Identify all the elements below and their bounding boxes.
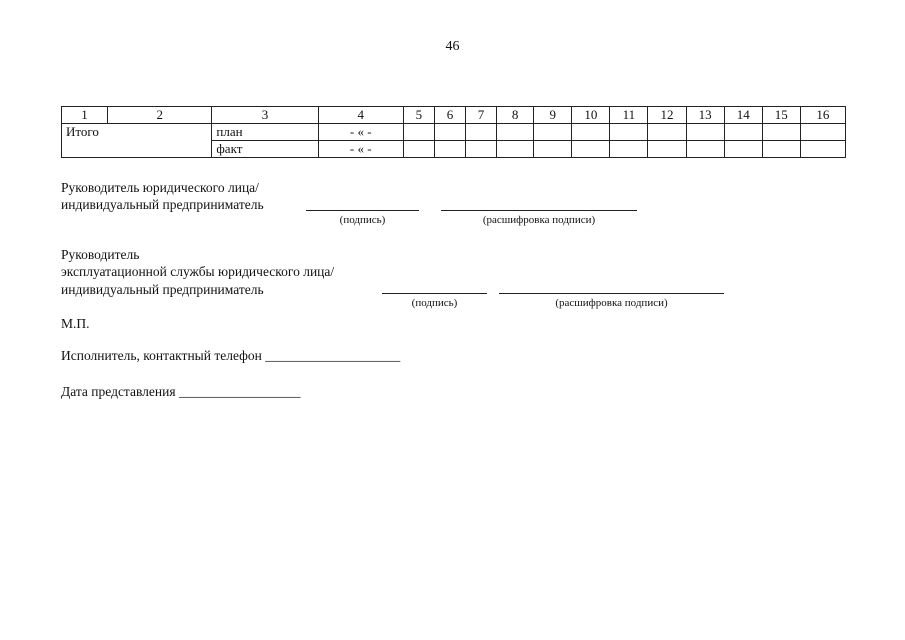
sig1-decode-caption: (расшифровка подписи) — [482, 214, 596, 226]
sig1-title-line2: индивидуальный предприниматель — [61, 197, 264, 212]
col-header: 3 — [212, 107, 318, 124]
sig2-decode-caption: (расшифровка подписи) — [555, 297, 668, 309]
submission-date-field[interactable]: Дата представления __________________ — [61, 384, 301, 399]
table-cell — [610, 124, 648, 141]
table-cell — [648, 124, 686, 141]
col-header: 10 — [572, 107, 610, 124]
sig1-signature-caption: (подпись) — [339, 214, 386, 226]
sig1-signature-line[interactable] — [306, 210, 419, 211]
table-cell — [686, 141, 724, 158]
table-cell — [403, 141, 434, 158]
sig2-title-line3: индивидуальный предприниматель — [61, 282, 264, 297]
col-header: 11 — [610, 107, 648, 124]
table-cell — [762, 124, 800, 141]
table-cell — [648, 141, 686, 158]
col-header: 4 — [318, 107, 403, 124]
summary-table — [61, 106, 846, 158]
sig1-decode-line[interactable] — [441, 210, 637, 211]
table-cell — [497, 141, 534, 158]
sig1-title-line1: Руководитель юридического лица/ — [61, 180, 259, 195]
table-cell — [572, 141, 610, 158]
table-cell — [724, 124, 762, 141]
table-cell — [800, 124, 845, 141]
sig2-decode-line[interactable] — [499, 293, 724, 294]
table-cell — [497, 124, 534, 141]
table-cell — [724, 141, 762, 158]
col-header: 9 — [534, 107, 572, 124]
table-cell — [686, 124, 724, 141]
col-header: 6 — [434, 107, 465, 124]
table-cell — [534, 141, 572, 158]
table-cell — [466, 124, 497, 141]
executor-phone-field[interactable]: Исполнитель, контактный телефон ____________________ — [61, 348, 401, 363]
col-header: 8 — [497, 107, 534, 124]
total-label-cell: Итого — [62, 124, 212, 158]
sig2-signature-caption: (подпись) — [411, 297, 458, 309]
sig2-title-line1: Руководитель — [61, 247, 140, 262]
col-header: 7 — [466, 107, 497, 124]
table-header-row — [62, 107, 846, 124]
table-cell — [534, 124, 572, 141]
page-number: 46 — [445, 39, 460, 54]
col-header: 12 — [648, 107, 686, 124]
table-cell — [434, 141, 465, 158]
table-cell — [800, 141, 845, 158]
table-cell — [762, 141, 800, 158]
col-header: 15 — [762, 107, 800, 124]
fact-cell: факт — [212, 141, 318, 158]
table-cell — [610, 141, 648, 158]
stamp-placeholder: М.П. — [61, 316, 90, 331]
ditto-cell: - « - — [318, 124, 403, 141]
col-header: 1 — [62, 107, 108, 124]
col-header: 16 — [800, 107, 845, 124]
table-cell — [466, 141, 497, 158]
sig2-title-line2: эксплуатационной службы юридического лица/ — [61, 264, 335, 279]
plan-cell: план — [212, 124, 318, 141]
col-header: 5 — [403, 107, 434, 124]
col-header: 14 — [724, 107, 762, 124]
col-header: 13 — [686, 107, 724, 124]
table-row — [62, 124, 846, 141]
col-header: 2 — [108, 107, 212, 124]
table-cell — [572, 124, 610, 141]
table-cell — [403, 124, 434, 141]
ditto-cell: - « - — [318, 141, 403, 158]
table-cell — [434, 124, 465, 141]
sig2-signature-line[interactable] — [382, 293, 487, 294]
